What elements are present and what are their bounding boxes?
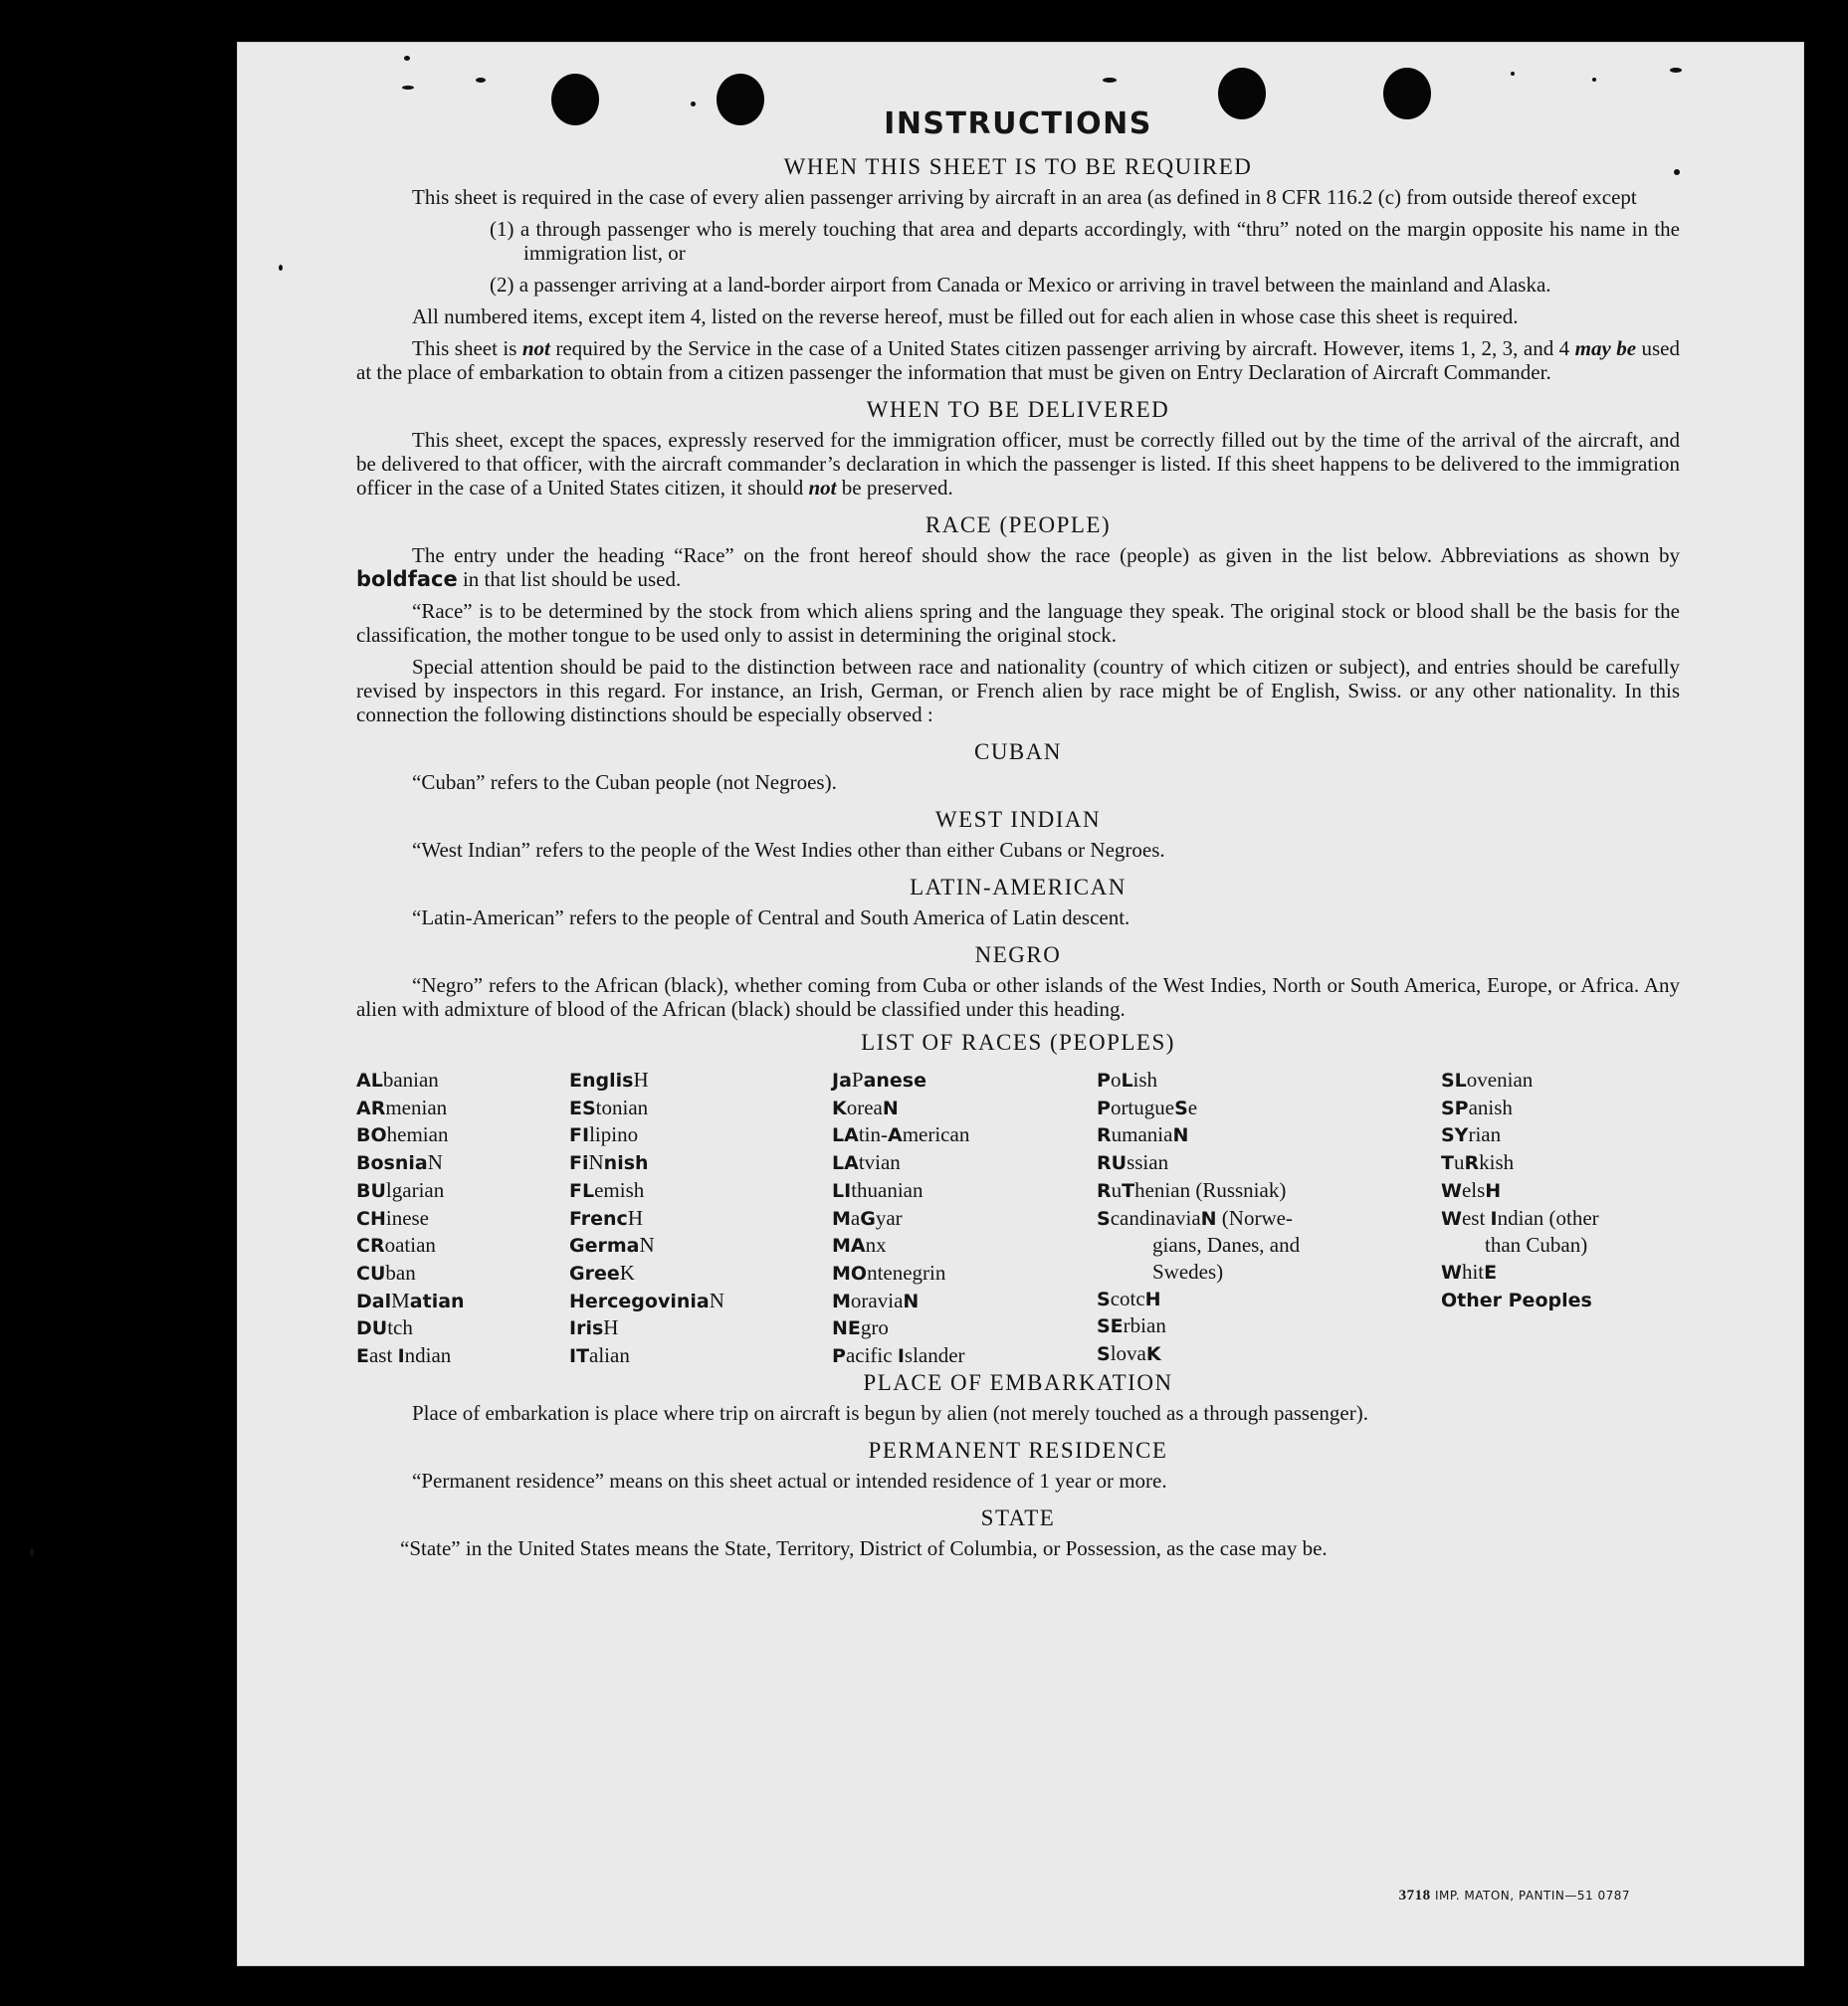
race-abbreviation: E — [356, 1345, 369, 1368]
race-abbreviation: DU — [356, 1317, 388, 1340]
race-name-part: lipino — [589, 1122, 639, 1147]
race-abbreviation: Fi — [569, 1152, 589, 1175]
race-abbreviation: S — [1174, 1097, 1188, 1119]
race-entry — [356, 1149, 465, 1177]
race-entry — [356, 1342, 465, 1370]
race-entry — [1097, 1259, 1300, 1286]
race-entry — [569, 1177, 724, 1205]
race-abbreviation: G — [860, 1207, 876, 1230]
race-abbreviation: Iris — [569, 1317, 604, 1340]
race-abbreviation: SP — [1441, 1097, 1469, 1119]
race-name-part: e — [1187, 1095, 1198, 1119]
race-name-part: umania — [1111, 1122, 1173, 1147]
page-title: INSTRUCTIONS — [884, 106, 1152, 141]
race-abbreviation: I — [397, 1345, 405, 1368]
race-abbreviation: AL — [356, 1070, 383, 1092]
race-name-part: tin- — [858, 1122, 888, 1147]
races-column — [1097, 1067, 1300, 1368]
race-name-part: anish — [1468, 1095, 1513, 1119]
race-abbreviation: K — [832, 1097, 847, 1119]
race-abbreviation: Gree — [569, 1262, 620, 1285]
race-abbreviation: N — [1200, 1207, 1217, 1230]
races-column — [1441, 1067, 1599, 1313]
race-name-part: K — [619, 1260, 635, 1285]
race-name-part: hit — [1461, 1259, 1485, 1284]
race-name-part: H — [633, 1068, 649, 1092]
race-abbreviation: Bosnia — [356, 1152, 428, 1175]
race-abbreviation: NE — [832, 1317, 861, 1340]
race-entry — [569, 1149, 724, 1177]
race-abbreviation: MA — [832, 1235, 866, 1258]
race-name-part: tonian — [595, 1095, 649, 1119]
race-entry — [1097, 1149, 1300, 1177]
race-abbreviation: SE — [1097, 1315, 1124, 1338]
race-abbreviation: LA — [832, 1124, 859, 1147]
heading-race: RACE (PEOPLE) — [924, 512, 1112, 537]
heading-list-of-races: LIST OF RACES (PEOPLES) — [861, 1030, 1175, 1055]
race-abbreviation: I — [897, 1345, 905, 1368]
race-name-part: N — [709, 1288, 724, 1312]
race-name-part: oravia — [850, 1288, 904, 1312]
race-name-part: lova — [1110, 1341, 1146, 1366]
speck — [1670, 68, 1682, 73]
race-abbreviation: IT — [569, 1345, 590, 1368]
paragraph: This sheet is required in the case of every alien passenger arriving by aircraft in an area (as defined in 8 CFR 116.2 (c) from outside thereof except — [412, 185, 1637, 209]
exception-item-2: (2) a passenger arriving at a land-border airport from Canada or Mexico or arriving in travel between the mainland and Alaska. — [490, 273, 1551, 297]
race-entry — [1097, 1177, 1300, 1205]
race-name-part: u — [1111, 1177, 1123, 1202]
race-entry — [569, 1342, 724, 1370]
definition-state: “State” in the United States means the State, Territory, District of Columbia, or Possession, as the case may be. — [400, 1536, 1328, 1560]
race-name-part: H — [603, 1315, 619, 1340]
race-entry — [1097, 1121, 1300, 1149]
race-name-part: hemian — [386, 1122, 449, 1147]
race-abbreviation: N — [1172, 1124, 1189, 1147]
race-abbreviation: Hercegovinia — [569, 1290, 710, 1312]
race-entry — [832, 1314, 969, 1342]
race-abbreviation: N — [903, 1290, 920, 1312]
race-entry — [569, 1205, 724, 1233]
races-column — [356, 1067, 465, 1370]
race-abbreviation: FL — [569, 1179, 595, 1202]
heading-negro: NEGRO — [974, 942, 1062, 967]
definition-negro: “Negro” refers to the African (black), whether coming from Cuba or other islands of the West Indies, North or South America, Europe, or Africa. Any alien with admixture of blood of the African (black) should be classified under this heading. — [356, 973, 1680, 1021]
race-entry — [1441, 1287, 1599, 1314]
race-abbreviation: M — [832, 1290, 851, 1312]
races-column — [569, 1067, 724, 1370]
race-abbreviation: Germa — [569, 1235, 640, 1258]
race-entry — [832, 1260, 969, 1288]
race-name-part: inese — [385, 1205, 430, 1230]
race-name-part: ntenegrin — [867, 1260, 946, 1285]
race-entry — [356, 1232, 465, 1260]
race-name-part: banian — [382, 1068, 439, 1092]
race-abbreviation: S — [1097, 1343, 1111, 1366]
race-name-part: yar — [875, 1205, 903, 1230]
form-number: 3718 — [1398, 1888, 1431, 1904]
race-name-part: oatian — [384, 1233, 436, 1258]
paragraph: This sheet is not required by the Service in the case of a United States citizen passenger arriving by aircraft. However, items 1, 2, 3, and 4 may be used at the place of embarkation to obtain from a citizen passenger the information that must be given on Entry Declaration of Aircraft Commander. — [356, 336, 1681, 384]
race-name-part: lgarian — [385, 1177, 445, 1202]
race-abbreviation: P — [832, 1345, 846, 1368]
race-entry — [1097, 1067, 1300, 1095]
race-abbreviation: M — [832, 1207, 851, 1230]
race-name-part: rbian — [1123, 1313, 1166, 1338]
race-entry — [1097, 1340, 1300, 1368]
race-abbreviation: T — [1122, 1179, 1135, 1202]
paragraph: This sheet, except the spaces, expressly reserved for the immigration officer, must be correctly filled out by the time of the arrival of the aircraft, and be delivered to that officer, with the aircraft commander’s declaration in which the passenger is listed. If this sheet happens to be delivered to the immigration officer in the case of a United States citizen, it should not be preserved. — [356, 428, 1680, 500]
heading-when-delivered: WHEN TO BE DELIVERED — [866, 397, 1170, 422]
race-name-part: u — [1453, 1150, 1465, 1175]
race-abbreviation: P — [1097, 1070, 1111, 1092]
race-name-part: rian — [1468, 1122, 1502, 1147]
race-name-part: gians, Danes, and — [1152, 1233, 1301, 1258]
exception-item-1: (1) a through passenger who is merely touching that area and departs accordingly, with “thru” noted on the margin opposite his name in the immigration list, or — [490, 217, 1680, 265]
race-abbreviation: CR — [356, 1235, 385, 1258]
race-name-part: ish — [1132, 1068, 1158, 1092]
definition-latin-american: “Latin-American” refers to the people of Central and South America of Latin descent. — [412, 905, 1130, 929]
race-abbreviation: N — [882, 1097, 899, 1119]
race-name-part: alian — [589, 1343, 630, 1368]
race-entry — [832, 1232, 969, 1260]
race-name-part: N — [427, 1150, 443, 1175]
race-entry — [569, 1121, 724, 1149]
race-entry — [832, 1177, 969, 1205]
definition-permanent-residence: “Permanent residence” means on this sheet actual or intended residence of 1 year or more. — [412, 1469, 1167, 1493]
race-abbreviation: W — [1441, 1207, 1462, 1230]
race-entry — [832, 1342, 969, 1370]
race-abbreviation: CH — [356, 1207, 386, 1230]
race-abbreviation: SL — [1441, 1070, 1467, 1092]
race-abbreviation: T — [1441, 1152, 1454, 1175]
speck — [30, 1548, 34, 1556]
race-entry — [1441, 1121, 1599, 1149]
race-entry — [1097, 1205, 1300, 1233]
race-entry — [832, 1149, 969, 1177]
race-entry — [569, 1232, 724, 1260]
document-sheet — [237, 42, 1804, 1966]
race-name-part: ndian — [404, 1343, 452, 1368]
race-name-part: tvian — [858, 1150, 901, 1175]
imprint-text: IMP. MATON, PANTIN—51 0787 — [1434, 1889, 1630, 1903]
race-name-part: ban — [385, 1260, 416, 1285]
race-entry — [832, 1095, 969, 1122]
speck — [1592, 78, 1596, 82]
race-abbreviation: S — [1097, 1207, 1111, 1230]
heading-embarkation: PLACE OF EMBARKATION — [863, 1370, 1173, 1395]
race-abbreviation: W — [1441, 1179, 1462, 1202]
race-name-part: tch — [387, 1315, 413, 1340]
race-entry — [1097, 1232, 1300, 1259]
race-abbreviation: H — [1144, 1288, 1161, 1310]
race-name-part: a — [850, 1205, 861, 1230]
race-entry — [356, 1177, 465, 1205]
race-entry — [569, 1095, 724, 1122]
speck — [1511, 72, 1515, 76]
race-entry — [569, 1260, 724, 1288]
race-entry — [832, 1067, 969, 1095]
race-name-part: nx — [865, 1233, 887, 1258]
race-name-part: ovenian — [1466, 1068, 1534, 1092]
race-abbreviation: R — [1097, 1179, 1112, 1202]
race-abbreviation: L — [1121, 1070, 1133, 1092]
race-abbreviation: MO — [832, 1262, 868, 1285]
race-abbreviation: SY — [1441, 1124, 1469, 1147]
race-abbreviation: Frenc — [569, 1207, 628, 1230]
race-name-part: N — [639, 1233, 655, 1258]
race-name-part: cotc — [1110, 1286, 1145, 1310]
race-entry — [356, 1067, 465, 1095]
race-abbreviation: S — [1097, 1288, 1111, 1310]
race-abbreviation: LA — [832, 1152, 859, 1175]
race-entry — [356, 1121, 465, 1149]
race-name-part: est — [1461, 1205, 1491, 1230]
speck — [279, 265, 283, 271]
races-column — [832, 1067, 969, 1370]
speck — [404, 56, 410, 61]
race-entry — [569, 1067, 724, 1095]
race-abbreviation: AR — [356, 1097, 386, 1119]
heading-west-indian: WEST INDIAN — [934, 807, 1102, 832]
printer-imprint — [1399, 1888, 1630, 1905]
race-name-part: (Norwe- — [1216, 1205, 1293, 1230]
race-entry — [569, 1288, 724, 1315]
definition-west-indian: “West Indian” refers to the people of the West Indies other than either Cubans or Negroes. — [412, 838, 1165, 862]
race-abbreviation: FI — [569, 1124, 590, 1147]
race-name-part: slander — [904, 1343, 965, 1368]
race-name-part: kish — [1479, 1150, 1515, 1175]
race-name-part: o — [1110, 1068, 1122, 1092]
race-name-part: thuanian — [851, 1177, 924, 1202]
race-name-part: H — [627, 1205, 643, 1230]
heading-latin-american: LATIN-AMERICAN — [910, 875, 1127, 900]
race-name-part: els — [1461, 1177, 1486, 1202]
race-name-part: M — [391, 1288, 410, 1312]
paragraph: “Race” is to be determined by the stock from which aliens spring and the language they speak. The original stock or blood shall be the basis for the classification, the mother tongue to be used only to assist in determining the original stock. — [356, 599, 1680, 647]
race-entry — [1097, 1095, 1300, 1122]
race-abbreviation: H — [1485, 1179, 1502, 1202]
race-entry — [356, 1288, 465, 1315]
race-entry — [356, 1260, 465, 1288]
race-abbreviation: atian — [409, 1290, 465, 1312]
heading-permanent-residence: PERMANENT RESIDENCE — [868, 1438, 1168, 1463]
race-entry — [356, 1205, 465, 1233]
race-abbreviation: Dal — [356, 1290, 392, 1312]
race-abbreviation: Englis — [569, 1070, 634, 1092]
race-abbreviation: E — [1484, 1261, 1498, 1284]
race-entry — [1097, 1286, 1300, 1313]
heading-cuban: CUBAN — [973, 739, 1062, 764]
race-entry — [1097, 1312, 1300, 1340]
race-entry — [1441, 1259, 1599, 1287]
race-abbreviation: nish — [603, 1152, 649, 1175]
heading-state: STATE — [980, 1505, 1056, 1530]
race-name-part: gro — [860, 1315, 889, 1340]
race-entry — [832, 1121, 969, 1149]
definition-cuban: “Cuban” refers to the Cuban people (not Negroes). — [412, 770, 837, 794]
race-entry — [356, 1314, 465, 1342]
race-name-part: menian — [385, 1095, 448, 1119]
race-abbreviation: RU — [1097, 1152, 1128, 1175]
race-abbreviation: A — [887, 1124, 903, 1147]
speck — [476, 78, 486, 83]
paragraph: The entry under the heading “Race” on the front hereof should show the race (people) as given in the list below. Abbreviations as shown by boldface in that list should be used. — [356, 543, 1680, 591]
race-abbreviation: BO — [356, 1124, 387, 1147]
race-entry — [569, 1314, 724, 1342]
race-name-part: emish — [594, 1177, 645, 1202]
race-abbreviation: R — [1464, 1152, 1480, 1175]
race-name-part: ndian (other — [1497, 1205, 1599, 1230]
race-abbreviation: W — [1441, 1261, 1462, 1284]
race-abbreviation: I — [1490, 1207, 1498, 1230]
race-entry — [1441, 1149, 1599, 1177]
definition-embarkation: Place of embarkation is place where trip on aircraft is begun by alien (not merely touched as a through passenger). — [412, 1401, 1368, 1425]
race-abbreviation: anese — [863, 1070, 927, 1092]
race-abbreviation: P — [1097, 1097, 1111, 1119]
race-abbreviation: CU — [356, 1262, 386, 1285]
race-abbreviation: ES — [569, 1097, 596, 1119]
races-list — [356, 1067, 1680, 1368]
race-name-part: ssian — [1127, 1150, 1169, 1175]
race-name-part: ortugue — [1110, 1095, 1175, 1119]
race-abbreviation: R — [1097, 1124, 1112, 1147]
race-name-part: henian (Russniak) — [1134, 1177, 1287, 1202]
race-entry — [1441, 1205, 1599, 1233]
speck — [1103, 78, 1117, 83]
race-abbreviation: Ja — [832, 1070, 852, 1092]
race-name-part: N — [588, 1150, 604, 1175]
race-name-part: merican — [902, 1122, 970, 1147]
race-entry — [356, 1095, 465, 1122]
race-name-part: candinavia — [1110, 1205, 1201, 1230]
race-entry — [1441, 1067, 1599, 1095]
speck — [402, 86, 414, 90]
race-entry — [1441, 1177, 1599, 1205]
race-name-part: P — [851, 1068, 864, 1092]
race-name-part: ast — [368, 1343, 398, 1368]
race-abbreviation: K — [1145, 1343, 1161, 1366]
paragraph: Special attention should be paid to the distinction between race and nationality (country of which citizen or subject), and entries should be carefully revised by inspectors in this regard. For instance, an Irish, German, or French alien by race might be of English, Swiss. or any other nationality. In this connection the following distinctions should be especially observed : — [356, 655, 1680, 726]
race-name-part: than Cuban) — [1485, 1233, 1588, 1258]
instructions-content — [356, 105, 1680, 1568]
race-entry — [1441, 1232, 1599, 1259]
race-name-part: acific — [845, 1343, 898, 1368]
race-entry — [832, 1288, 969, 1315]
heading-when-required: WHEN THIS SHEET IS TO BE REQUIRED — [783, 154, 1253, 179]
race-name-part: Swedes) — [1152, 1259, 1224, 1284]
race-entry — [1441, 1095, 1599, 1122]
race-abbreviation: BU — [356, 1179, 386, 1202]
paragraph: All numbered items, except item 4, listed on the reverse hereof, must be filled out for each alien in whose case this sheet is required. — [412, 304, 1519, 328]
race-abbreviation: Other Peoples — [1441, 1289, 1592, 1311]
race-name-part: orea — [846, 1095, 883, 1119]
race-abbreviation: LI — [832, 1179, 852, 1202]
race-entry — [832, 1205, 969, 1233]
